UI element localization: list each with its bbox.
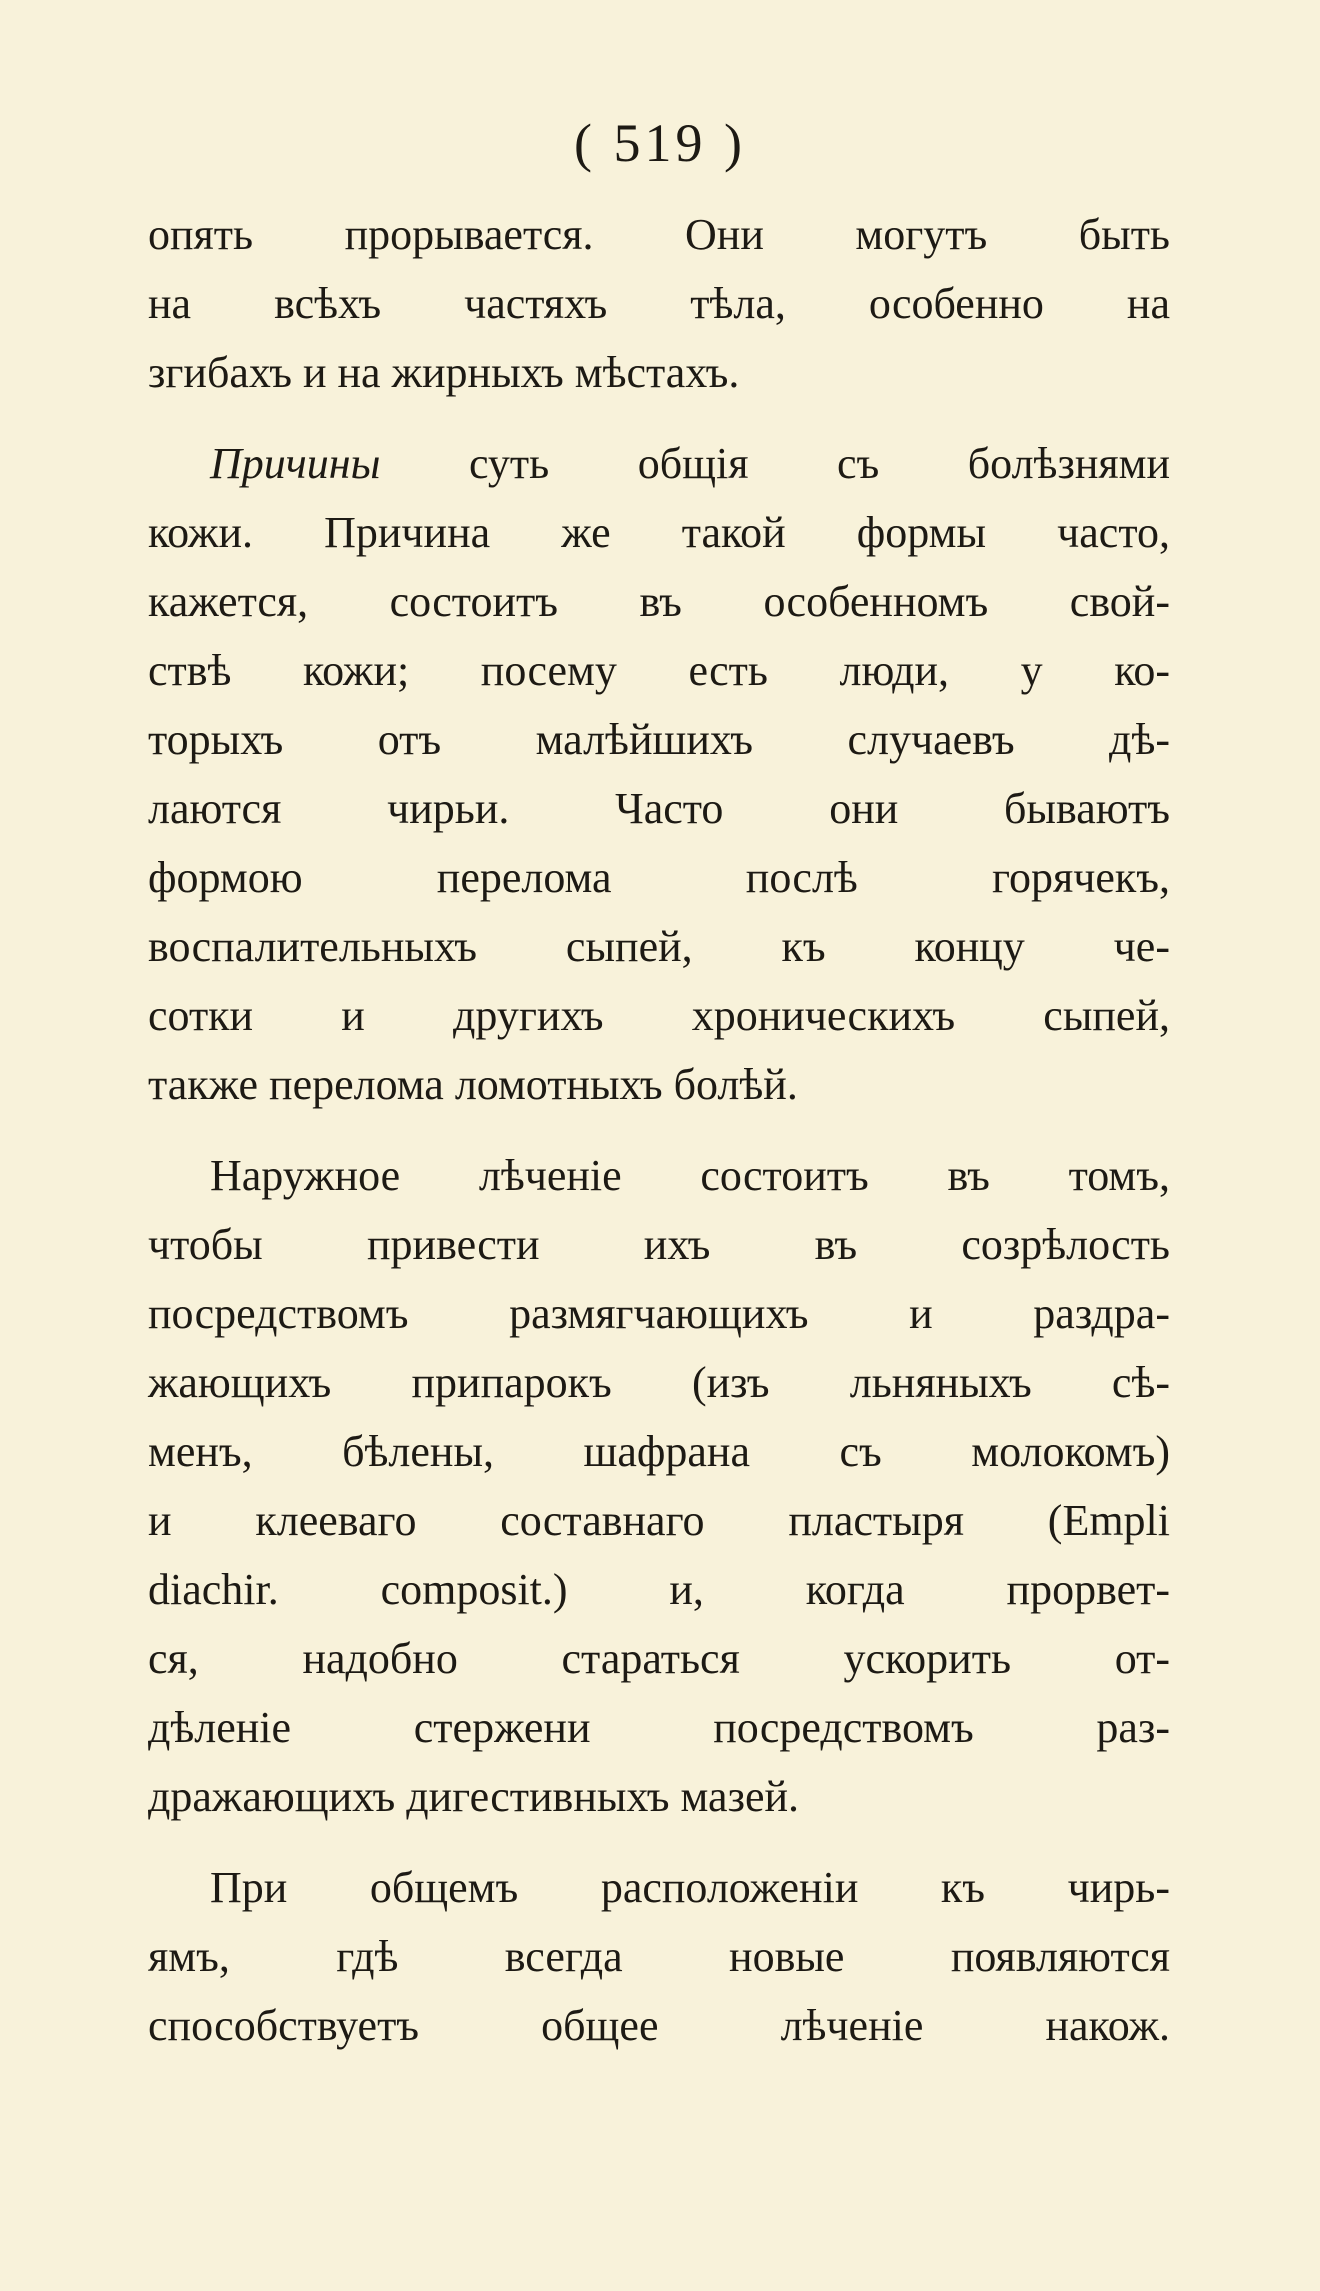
text-line: сотки и другихъ хроническихъ сыпей,	[148, 991, 1170, 1040]
text-line: ся, надобно стараться ускорить от-	[148, 1634, 1170, 1683]
text-line: ямъ, гдѣ всегда новые появляются	[148, 1932, 1170, 1981]
text-line: кажется, состоитъ въ особенномъ свой-	[148, 577, 1170, 626]
page-number: ( 519 )	[574, 113, 746, 173]
text-line: посредствомъ размягчающихъ и раздра-	[148, 1289, 1170, 1338]
text-line: торыхъ отъ малѣйшихъ случаевъ дѣ-	[148, 715, 1170, 764]
text-line	[148, 429, 1170, 498]
text-line-rest: суть общія съ болѣзнями	[380, 439, 1170, 488]
paragraph-3	[148, 1141, 1170, 1831]
text-line: способствуетъ общее лѣченіе накож.	[148, 2001, 1170, 2050]
text-line: дѣленіе стержени посредствомъ раз-	[148, 1703, 1170, 1752]
text-line: При общемъ расположеніи къ чирь-	[210, 1863, 1170, 1912]
text-line: также перелома ломотныхъ болѣй.	[148, 1060, 798, 1109]
text-line: лаются чирьи. Часто они бываютъ	[148, 784, 1170, 833]
text-line: згибахъ и на жирныхъ мѣстахъ.	[148, 348, 740, 397]
text-line: дражающихъ дигестивныхъ мазей.	[148, 1772, 800, 1821]
paragraph-4	[148, 1853, 1170, 2060]
paragraph-spacer	[148, 1831, 1170, 1853]
text-line: чтобы привести ихъ въ созрѣлость	[148, 1220, 1170, 1269]
paragraph-spacer	[148, 407, 1170, 429]
paragraph-2	[148, 429, 1170, 1119]
text-line: воспалительныхъ сыпей, къ концу че-	[148, 922, 1170, 971]
text-line: и клееваго составнаго пластыря (Empli	[148, 1496, 1170, 1545]
text-line: ствѣ кожи; посему есть люди, у ко-	[148, 646, 1170, 695]
text-line: кожи. Причина же такой формы часто,	[148, 508, 1170, 557]
paragraph-spacer	[148, 1119, 1170, 1141]
page-text	[148, 200, 1170, 2060]
text-line: формою перелома послѣ горячекъ,	[148, 853, 1170, 902]
text-line: менъ, бѣлены, шафрана съ молокомъ)	[148, 1427, 1170, 1476]
text-line: на всѣхъ частяхъ тѣла, особенно на	[148, 279, 1170, 328]
paragraph-1	[148, 200, 1170, 407]
text-line: diachir. composit.) и, когда прорвет-	[148, 1565, 1170, 1614]
text-line: опять прорывается. Они могутъ быть	[148, 210, 1170, 259]
text-line: Наружное лѣченіе состоитъ въ томъ,	[210, 1151, 1170, 1200]
italic-lead-word: Причины	[210, 439, 381, 488]
text-line: жающихъ припарокъ (изъ льняныхъ сѣ-	[148, 1358, 1170, 1407]
